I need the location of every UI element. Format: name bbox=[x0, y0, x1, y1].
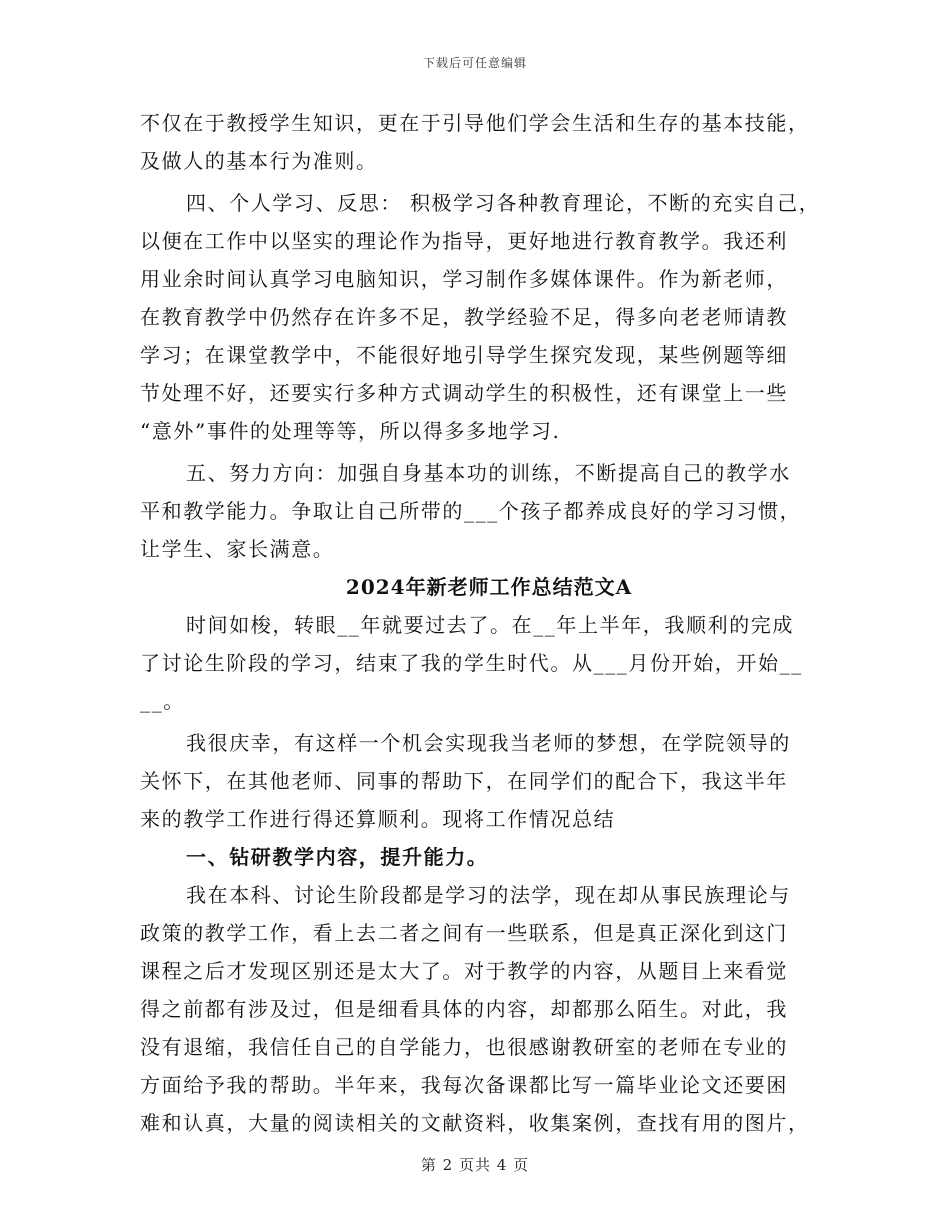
paragraph-line: 节处理不好，还要实行多种方式调动学生的积极性，还有课堂上一些 bbox=[140, 381, 788, 405]
paragraph-line: 以便在工作中以坚实的理论作为指导，更好地进行教育教学。我还利 bbox=[140, 229, 788, 253]
paragraph-line: 及做人的基本行为准则。 bbox=[140, 149, 378, 173]
paragraph-line: 得之前都有涉及过，但是细看具体的内容，却都那么陌生。对此，我 bbox=[140, 997, 788, 1021]
paragraph-line: 政策的教学工作，看上去二者之间有一些联系，但是真正深化到这门 bbox=[140, 921, 788, 945]
paragraph-line: 时间如梭，转眼__年就要过去了。在__年上半年，我顺利的完成 bbox=[186, 613, 794, 637]
paragraph-line: 我很庆幸，有这样一个机会实现我当老师的梦想，在学院领导的 bbox=[186, 731, 791, 755]
paragraph-line: 不仅在于教授学生知识，更在于引导他们学会生活和生存的基本技能， bbox=[140, 111, 810, 135]
paragraph-line: 在教育教学中仍然存在许多不足，教学经验不足，得多向老老师请教 bbox=[140, 305, 788, 329]
paragraph-line: 平和教学能力。争取让自己所带的___个孩子都养成良好的学习习惯， bbox=[140, 499, 802, 523]
section-heading: 一、钻研教学内容，提升能力。 bbox=[186, 845, 489, 869]
paragraph-line: 用业余时间认真学习电脑知识，学习制作多媒体课件。作为新老师， bbox=[140, 267, 788, 291]
document-body bbox=[140, 104, 820, 1142]
paragraph-line: 方面给予我的帮助。半年来，我每次备课都比写一篇毕业论文还要困 bbox=[140, 1073, 788, 1097]
paragraph-line: 难和认真，大量的阅读相关的文献资料，收集案例，查找有用的图片， bbox=[140, 1111, 810, 1135]
paragraph-line: 关怀下，在其他老师、同事的帮助下，在同学们的配合下，我这半年 bbox=[140, 769, 788, 793]
paragraph-line: 了讨论生阶段的学习，结束了我的学生时代。从___月份开始，开始__ bbox=[140, 651, 803, 675]
page-footer: 第 2 页共 4 页 bbox=[420, 1156, 530, 1174]
paragraph-line: 没有退缩，我信任自己的自学能力，也很感谢教研室的老师在专业的 bbox=[140, 1035, 788, 1059]
paragraph-line: 学习；在课堂教学中，不能很好地引导学生探究发现，某些例题等细 bbox=[140, 343, 788, 367]
paragraph-line: __。 bbox=[140, 689, 185, 713]
paragraph-line: 来的教学工作进行得还算顺利。现将工作情况总结 bbox=[140, 807, 616, 831]
paragraph-line: 五、努力方向：加强自身基本功的训练，不断提高自己的教学水 bbox=[186, 461, 791, 485]
paragraph-line: 我在本科、讨论生阶段都是学习的法学，现在却从事民族理论与 bbox=[186, 883, 791, 907]
paragraph-line: 课程之后才发现区别还是太大了。对于教学的内容，从题目上来看觉 bbox=[140, 959, 788, 983]
page-header: 下载后可任意编辑 bbox=[422, 56, 527, 70]
paragraph-line: 让学生、家长满意。 bbox=[140, 537, 335, 561]
paragraph-line: “意外”事件的处理等等，所以得多多地学习. bbox=[140, 419, 561, 443]
section-title: 2024年新老师工作总结范文A bbox=[345, 575, 633, 599]
paragraph-line: 四、个人学习、反思： 积极学习各种教育理论，不断的充实自己， bbox=[186, 191, 821, 215]
